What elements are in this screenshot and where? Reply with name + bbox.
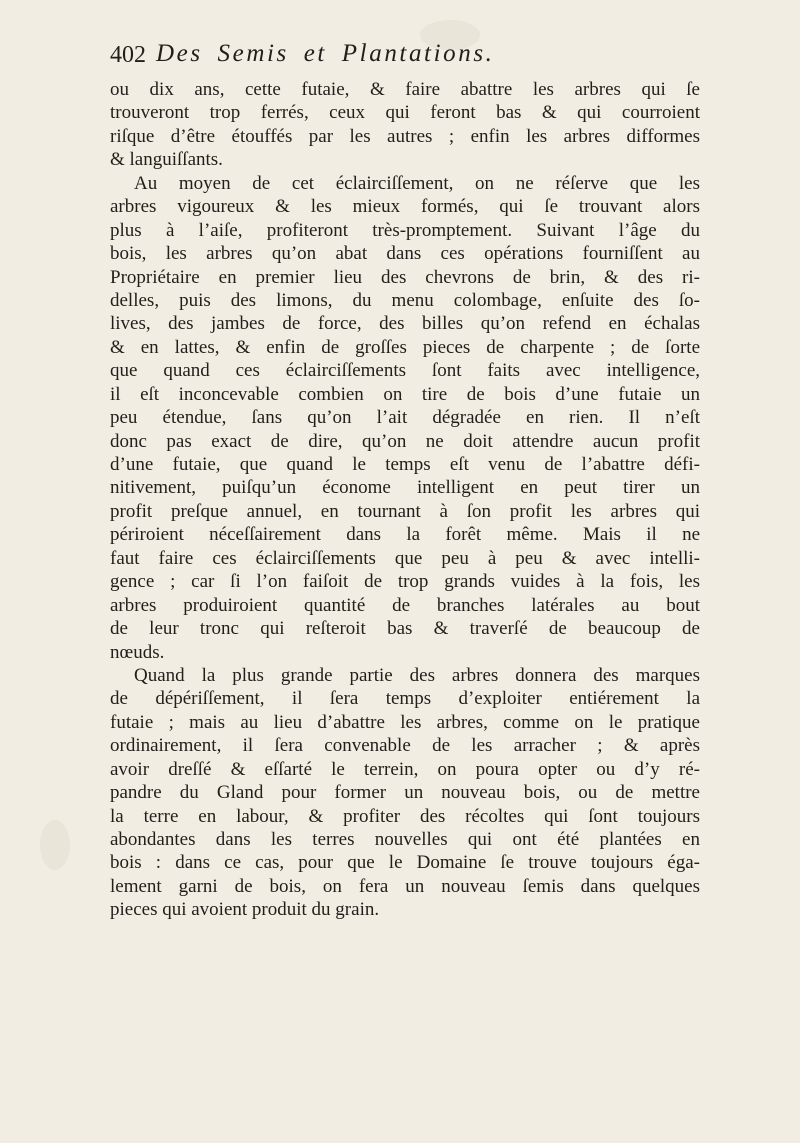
text-line: la terre en labour, & profiter des récoltes qui ſont toujours <box>110 805 700 827</box>
text-line: Quand la plus grande partie des arbres donnera des marques <box>134 664 700 686</box>
text-line: pandre du Gland pour former un nouveau bois, ou de mettre <box>110 782 700 804</box>
text-line: & languiſſants. <box>110 149 223 171</box>
text-line: riſque d’être étouffés par les autres ; enfin les arbres difformes <box>110 125 700 147</box>
text-line: lives, des jambes de force, des billes qu’on refend en échalas <box>110 313 700 335</box>
text-line: il eſt inconcevable combien on tire de bois d’une futaie un <box>110 383 700 405</box>
text-line: & en lattes, & enfin de groſſes pieces de charpente ; de ſorte <box>110 336 700 358</box>
text-line: que quand ces éclairciſſements ſont faits avec intelligence, <box>110 360 700 382</box>
body-text <box>110 78 700 922</box>
text-line: arbres vigoureux & les mieux formés, qui ſe trouvant alors <box>110 196 700 218</box>
text-line: trouveront trop ferrés, ceux qui feront bas & qui courroient <box>110 102 700 124</box>
text-line: ou dix ans, cette futaie, & faire abattre les arbres qui ſe <box>110 79 700 100</box>
text-line: arbres produiroient quantité de branches latérales au bout <box>110 594 700 616</box>
text-line: peu étendue, ſans qu’on l’ait dégradée en rien. Il n’eſt <box>110 407 700 429</box>
text-line: nitivement, puiſqu’un économe intelligent en peut tirer un <box>110 477 700 499</box>
text-line: de leur tronc qui reſteroit bas & traverſé de beaucoup de <box>110 618 700 640</box>
text-line: de dépériſſement, il ſera temps d’exploiter entiérement la <box>110 688 700 710</box>
text-line: delles, puis des limons, du menu colombage, enſuite des ſo- <box>110 289 700 311</box>
text-line: lement garni de bois, on fera un nouveau ſemis dans quelques <box>110 875 700 897</box>
text-line: Propriétaire en premier lieu des chevrons de brin, & des ri- <box>110 266 700 288</box>
text-line: profit preſque annuel, en tournant à ſon profit les arbres qui <box>110 500 700 522</box>
text-line: pieces qui avoient produit du grain. <box>110 899 380 921</box>
text-line: périroient néceſſairement dans la forêt même. Mais il ne <box>110 524 700 546</box>
text-line: faut faire ces éclairciſſements que peu à peu & avec intelli- <box>110 547 700 569</box>
paper-stain <box>40 820 70 870</box>
text-line: donc pas exact de dire, qu’on ne doit attendre aucun profit <box>110 430 700 452</box>
text-line: abondantes dans les terres nouvelles qui ont été plantées en <box>110 829 700 850</box>
text-line: plus à l’aiſe, profiteront très-promptement. Suivant l’âge du <box>110 219 700 241</box>
page-header <box>110 40 700 70</box>
text-line: nœuds. <box>110 641 165 663</box>
text-line: bois : dans ce cas, pour que le Domaine ſe trouve toujours éga- <box>110 852 700 874</box>
text-line: d’une futaie, que quand le temps eſt venu de l’abattre défi- <box>110 454 700 475</box>
text-line: gence ; car ſi l’on faiſoit de trop grands vuides à la fois, les <box>110 571 700 593</box>
running-title: Des Semis et Plantations. <box>156 40 495 67</box>
text-line: bois, les arbres qu’on abat dans ces opérations fourniſſent au <box>110 243 700 265</box>
text-line: ordinairement, il ſera convenable de les arracher ; & après <box>110 735 700 757</box>
text-line: futaie ; mais au lieu d’abattre les arbres, comme on le pratique <box>110 711 700 733</box>
text-line: avoir dreſſé & eſſarté le terrein, on poura opter ou d’y ré- <box>110 758 700 780</box>
page-number: 402 <box>110 42 146 68</box>
text-line: Au moyen de cet éclairciſſement, on ne réſerve que les <box>134 172 700 194</box>
